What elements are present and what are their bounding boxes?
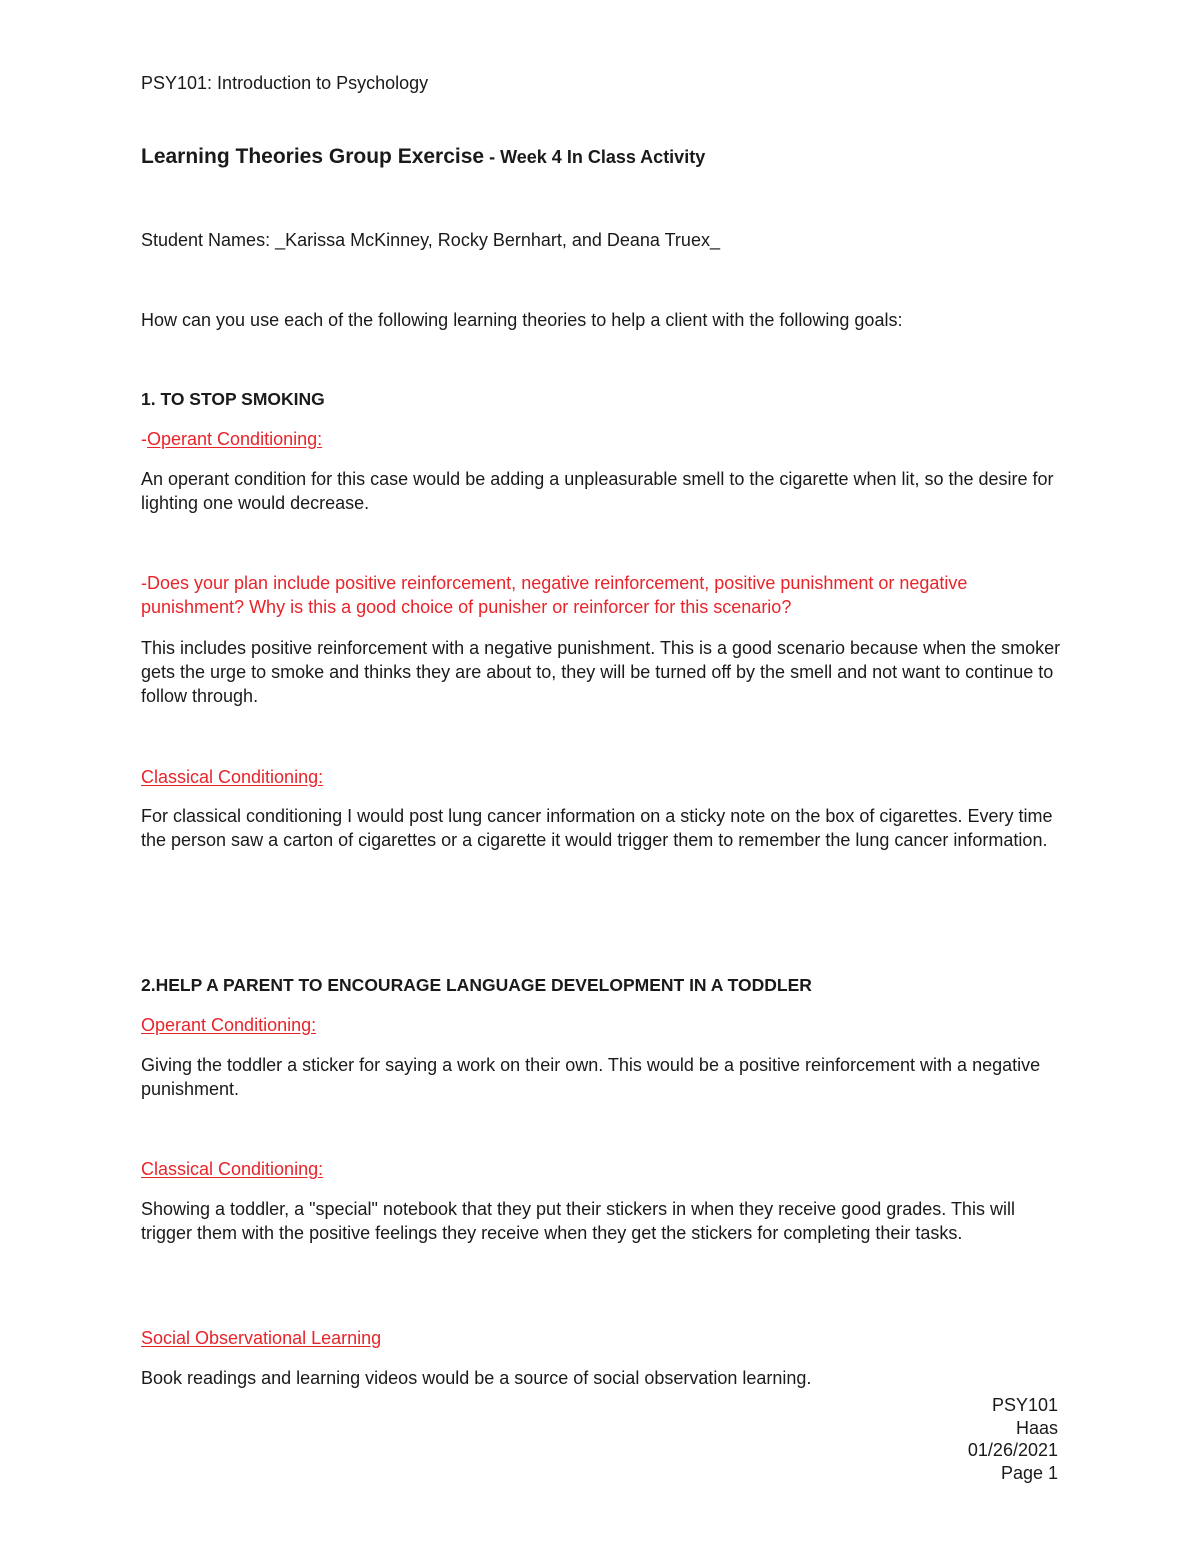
footer-page-number: Page 1 [1000,1462,1058,1483]
title-subtitle: Week 4 In Class Activity [500,147,706,167]
classical-label-text: Classical Conditioning: [141,767,324,787]
operant-label-text: Operant Conditioning: [147,429,323,449]
footer-course: PSY101 [991,1395,1058,1415]
student-names-label: Student Names: [141,230,276,250]
document-title [141,143,1061,171]
title-separator: - [484,147,501,167]
student-names-value: _Karissa McKinney, Rocky Bernhart, and Deana Truex_ [275,230,720,250]
section2-operant-answer: Giving the toddler a sticker for saying a work on their own. This would be a positive reinforcement with a negative punishment. [141,1055,1041,1099]
title-main: Learning Theories Group Exercise [141,145,485,168]
section2-classical-label [141,1157,1061,1181]
section1-classical-label [141,765,1061,789]
section1-reinforcement-answer: This includes positive reinforcement with a negative punishment. This is a good scenario because when the smoker gets the urge to smoke and thinks they are about to, they will be turned off by the smell and not want to continue to follow through. [141,638,1061,706]
section2-social-answer: Book readings and learning videos would be a source of social observation learning. [141,1368,812,1388]
section2-operant-label [141,1013,1061,1037]
operant-label-prefix: - [141,429,147,449]
section1-classical-answer: For classical conditioning I would post lung cancer information on a sticky note on the box of cigarettes. Every time the person saw a carton of cigarettes or a cigarette it would trigger them to remember the lung cancer information. [141,806,1053,850]
classical-label-text: Classical Conditioning: [141,1159,324,1179]
section1-reinforcement-question: -Does your plan include positive reinforcement, negative reinforcement, positive punishment or negative punishment? Why is this a good choice of punisher or reinforcer for this scenario? [141,573,968,617]
course-header: PSY101: Introduction to Psychology [141,73,429,93]
section1-operant-answer: An operant condition for this case would be adding a unpleasurable smell to the cigarette when lit, so the desire for lighting one would decrease. [141,469,1054,513]
section2-classical-answer: Showing a toddler, a "special" notebook that they put their stickers in when they receive good grades. This will trigger them with the positive feelings they receive when they get the stickers for completing their tasks. [141,1199,1015,1243]
section1-heading: 1. TO STOP SMOKING [141,389,325,409]
section2-heading: 2.HELP A PARENT TO ENCOURAGE LANGUAGE DEVELOPMENT IN A TODDLER [141,975,812,995]
section2-social-label [141,1326,1061,1350]
question-intro: How can you use each of the following learning theories to help a client with the following goals: [141,310,903,330]
social-label-text: Social Observational Learning [141,1328,382,1348]
student-names [141,228,1061,252]
section1-operant-label [141,427,1061,451]
footer-date: 01/26/2021 [967,1440,1058,1460]
page-footer [968,1394,1058,1484]
footer-instructor: Haas [1015,1417,1058,1438]
operant-label-text: Operant Conditioning: [141,1015,317,1035]
